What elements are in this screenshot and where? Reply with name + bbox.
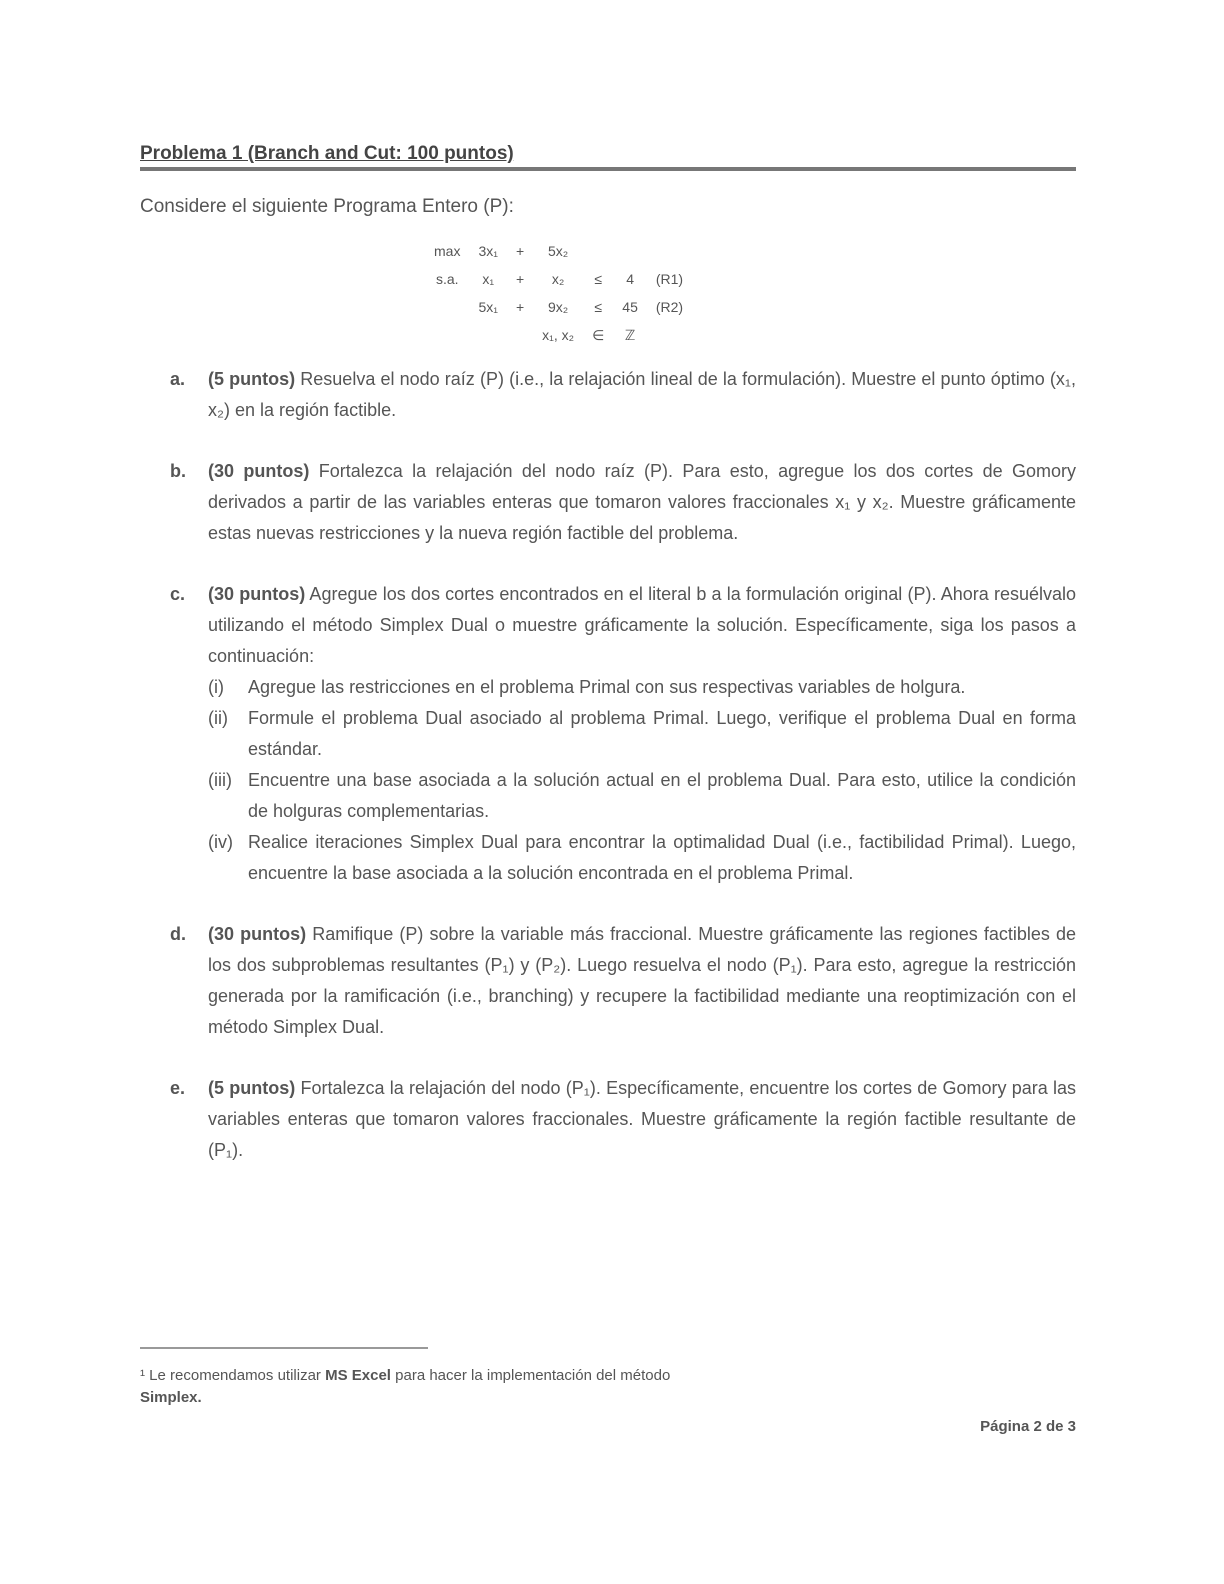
footnote-bold-mid: MS Excel xyxy=(325,1367,391,1384)
points-label: (30 puntos) xyxy=(208,924,307,944)
model-cell xyxy=(647,321,692,349)
model-cell: max xyxy=(434,243,461,259)
model-cell: 9x₂ xyxy=(548,299,569,315)
points-label: (30 puntos) xyxy=(208,461,310,481)
footnote-text-before: Le recomendamos utilizar xyxy=(145,1367,326,1384)
model-cell xyxy=(613,237,647,265)
document-page xyxy=(140,0,1076,1584)
question-body xyxy=(208,579,1076,889)
question-item xyxy=(170,579,1076,889)
question-item xyxy=(170,456,1076,549)
model-cell: + xyxy=(515,271,525,287)
question-text: Fortalezca la relajación del nodo raíz (P). Para esto, agregue los dos cortes de Gomory derivados a partir de las variables enteras que tomaron valores fraccionales x₁ y x₂. Muestre gráficamente estas nuevas restricciones y la nueva región factible del problema. xyxy=(208,461,1076,543)
sub-item xyxy=(208,765,1076,827)
footnote-bold-end: Simplex. xyxy=(140,1389,202,1406)
sub-item-label: (i) xyxy=(208,677,224,697)
question-item xyxy=(170,1073,1076,1166)
model-cell xyxy=(507,321,533,349)
sub-item xyxy=(208,703,1076,765)
page-title: Problema 1 (Branch and Cut: 100 puntos) xyxy=(140,143,514,164)
model-row xyxy=(425,293,692,321)
question-body xyxy=(208,364,1076,426)
sub-item-text: Realice iteraciones Simplex Dual para encontrar la optimalidad Dual (i.e., factibilidad Primal). Luego, encuentre la base asociada a la solución encontrada en el problema Primal. xyxy=(248,832,1076,883)
question-paragraph xyxy=(208,919,1076,1043)
model-table xyxy=(425,237,692,349)
intro-text: Considere el siguiente Programa Entero (P): xyxy=(140,196,514,217)
question-text: Fortalezca la relajación del nodo (P₁). Específicamente, encuentre los cortes de Gomory para las variables enteras que tomaron valores fraccionales. Muestre gráficamente la región factible resultante de (P₁). xyxy=(208,1078,1076,1160)
footnote-divider xyxy=(140,1347,428,1349)
page-number: Página 2 de 3 xyxy=(980,1418,1076,1435)
question-item xyxy=(170,364,1076,426)
model-cell: + xyxy=(515,299,525,315)
model-row xyxy=(425,265,692,293)
question-paragraph xyxy=(208,1073,1076,1166)
model-cell: (R1) xyxy=(655,271,684,287)
question-text: Agregue los dos cortes encontrados en el literal b a la formulación original (P). Ahora resuélvalo utilizando el método Simplex Dual o muestre gráficamente la solución. Específicamente, siga los pasos a continuación: xyxy=(208,584,1076,666)
sub-item xyxy=(208,827,1076,889)
items-list xyxy=(170,364,1076,1196)
model-cell xyxy=(469,321,507,349)
model-cell: x₂ xyxy=(551,271,565,287)
question-label: d. xyxy=(170,924,186,944)
model-row xyxy=(425,237,692,265)
title-divider xyxy=(140,167,1076,171)
model-cell: 5x₁ xyxy=(478,299,498,315)
question-body xyxy=(208,1073,1076,1166)
model-cell: 4 xyxy=(626,271,634,287)
sub-item-label: (iii) xyxy=(208,770,232,790)
model-cell xyxy=(647,237,692,265)
model-cell xyxy=(583,237,613,265)
model-cell: x₁ xyxy=(482,271,495,287)
model-cell: ≤ xyxy=(594,299,603,315)
question-paragraph xyxy=(208,456,1076,549)
model-cell: ≤ xyxy=(594,271,603,287)
model-cell: s.a. xyxy=(435,271,459,287)
footnote-text-after: para hacer la implementación del método xyxy=(390,1367,671,1384)
sub-item-label: (ii) xyxy=(208,708,228,728)
header xyxy=(140,143,1076,171)
model-cell xyxy=(425,321,469,349)
points-label: (5 puntos) xyxy=(208,369,296,389)
question-label: e. xyxy=(170,1078,186,1098)
question-label: b. xyxy=(170,461,186,481)
question-paragraph xyxy=(208,579,1076,672)
model-cell: ∈ xyxy=(592,326,605,343)
question-text: Ramifique (P) sobre la variable más fraccional. Muestre gráficamente las regiones factibles de los dos subproblemas resultantes (P₁) y (P₂). Luego resuelva el nodo (P₁). Para esto, agregue la restricción generada por la ramificación (i.e., branching) y recupere la factibilidad mediante una reoptimización con el método Simplex Dual. xyxy=(208,924,1077,1037)
points-label: (5 puntos) xyxy=(208,1078,296,1098)
model-cell xyxy=(425,293,469,321)
sub-item xyxy=(208,672,1076,703)
math-model xyxy=(425,237,692,349)
model-cell: x₁, x₂ xyxy=(542,327,575,343)
sub-item-text: Formule el problema Dual asociado al problema Primal. Luego, verifique el problema Dual en forma estándar. xyxy=(248,708,1076,759)
sub-item-text: Agregue las restricciones en el problema Primal con sus respectivas variables de holgura. xyxy=(248,677,966,697)
model-cell: (R2) xyxy=(655,299,684,315)
question-label: a. xyxy=(170,369,186,389)
model-cell: + xyxy=(515,243,525,259)
question-body xyxy=(208,919,1076,1043)
model-cell: 5x₂ xyxy=(548,243,569,259)
sub-item-text: Encuentre una base asociada a la solución actual en el problema Dual. Para esto, utilice la condición de holguras complementarias. xyxy=(248,770,1076,821)
question-paragraph xyxy=(208,364,1076,426)
question-text: Resuelva el nodo raíz (P) (i.e., la relajación lineal de la formulación). Muestre el punto óptimo (x₁, x₂) en la región factible. xyxy=(208,369,1076,420)
model-cell: ℤ xyxy=(624,326,636,343)
model-cell: 3x₁ xyxy=(478,243,498,259)
points-label: (30 puntos) xyxy=(208,584,306,604)
question-label: c. xyxy=(170,584,186,604)
footnote xyxy=(140,1365,1040,1409)
model-cell: 45 xyxy=(622,299,638,315)
footnote-mark: ¹ xyxy=(140,1367,145,1384)
question-item xyxy=(170,919,1076,1043)
sub-item-label: (iv) xyxy=(208,832,233,852)
model-row xyxy=(425,321,692,349)
question-body xyxy=(208,456,1076,549)
